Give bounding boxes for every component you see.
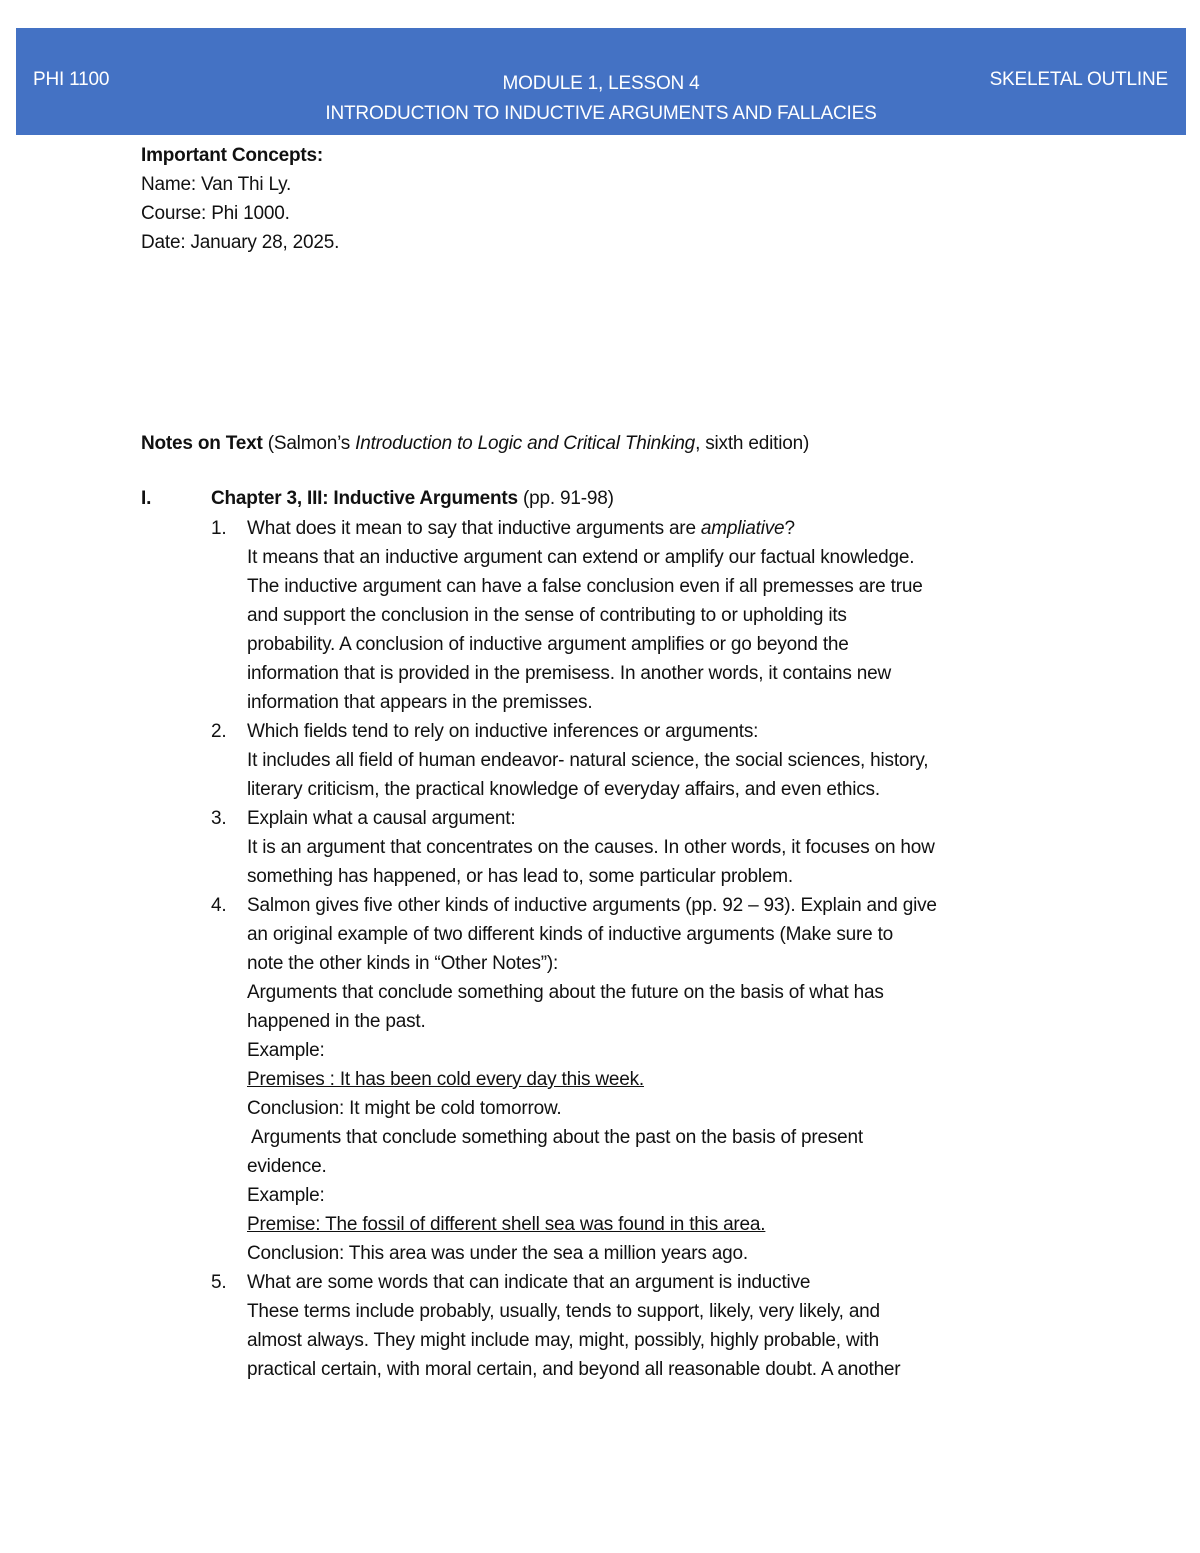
question-text-end: ? [784,518,795,539]
header-banner [16,28,1186,135]
example-label: Example: [247,1185,325,1206]
item-question: Salmon gives five other kinds of inductive arguments (pp. 92 – 93). Explain and give [247,895,937,916]
question-emphasis: ampliative [700,518,785,539]
list-item [141,514,1141,717]
date-line: Date: January 28, 2025. [141,232,340,253]
answer-line: literary criticism, the practical knowledge of everyday affairs, and even ethics. [247,779,880,800]
answer-line: almost always. They might include may, might, possibly, highly probable, with [247,1330,879,1351]
important-concepts-heading: Important Concepts: [141,145,323,166]
item-number: 5. [211,1272,227,1293]
notes-section [141,428,1141,1384]
answer-line: These terms include probably, usually, tends to support, likely, very likely, and [247,1301,880,1322]
notes-heading-label: Notes on Text [141,433,263,454]
header-topic: INTRODUCTION TO INDUCTIVE ARGUMENTS AND FALLACIES [325,103,877,124]
premise-line: Premises : It has been cold every day this week. [247,1069,644,1090]
notes-heading-post: , sixth edition) [695,433,810,454]
answer-line: Arguments that conclude something about the past on the basis of present [247,1127,863,1148]
answer-line: information that is provided in the premisess. In another words, it contains new [247,663,892,684]
answer-line: Arguments that conclude something about the future on the basis of what has [247,982,884,1003]
student-name: Name: Van Thi Ly. [141,174,292,195]
notes-heading-pre: (Salmon’s [267,433,356,454]
answer-line: evidence. [247,1156,327,1177]
item-number: 2. [211,721,227,742]
answer-line: probability. A conclusion of inductive argument amplifies or go beyond the [247,634,849,655]
item-number: 3. [211,808,227,829]
section-title-wrap [211,484,614,514]
answer-line: The inductive argument can have a false conclusion even if all premesses are true [247,576,923,597]
answer-line: It means that an inductive argument can extend or amplify our factual knowledge. [247,547,915,568]
list-item [141,891,1141,1268]
list-item [141,717,1141,804]
course-line: Course: Phi 1000. [141,203,290,224]
item-number: 4. [211,895,227,916]
list-item [141,1268,1141,1384]
item-question: an original example of two different kinds of inductive arguments (Make sure to [247,924,894,945]
premise-line: Premise: The fossil of different shell sea was found in this area. [247,1214,766,1235]
answer-line: It is an argument that concentrates on the causes. In other words, it focuses on how [247,837,935,858]
section-number: I. [141,488,152,509]
book-title: Introduction to Logic and Critical Thinking [355,433,696,454]
item-question [247,514,1141,543]
notes-heading [141,428,1141,460]
info-block [141,141,1141,257]
answer-line: It includes all field of human endeavor- natural science, the social sciences, history, [247,750,929,771]
conclusion-line: Conclusion: This area was under the sea a million years ago. [247,1243,748,1264]
question-text: What does it mean to say that inductive arguments are [247,518,701,539]
item-question: What are some words that can indicate that an argument is inductive [247,1272,811,1293]
item-question: note the other kinds in “Other Notes”): [247,953,559,974]
item-question: Explain what a causal argument: [247,808,516,829]
item-question: Which fields tend to rely on inductive inferences or arguments: [247,721,759,742]
answer-line: happened in the past. [247,1011,426,1032]
section-title: Chapter 3, III: Inductive Arguments [211,488,518,509]
header-module: MODULE 1, LESSON 4 [502,73,700,94]
section-heading [141,484,1141,514]
answer-line: practical certain, with moral certain, and beyond all reasonable doubt. A another [247,1359,901,1380]
section-pages: (pp. 91-98) [523,488,614,509]
header-course-code: PHI 1100 [33,69,110,90]
answer-line: and support the conclusion in the sense of contributing to or upholding its [247,605,847,626]
item-number: 1. [211,518,227,539]
list-item [141,804,1141,891]
example-label: Example: [247,1040,325,1061]
header-doc-type: SKELETAL OUTLINE [989,69,1168,90]
answer-line: information that appears in the premisses. [247,692,593,713]
answer-line: something has happened, or has lead to, some particular problem. [247,866,793,887]
conclusion-line: Conclusion: It might be cold tomorrow. [247,1098,562,1119]
